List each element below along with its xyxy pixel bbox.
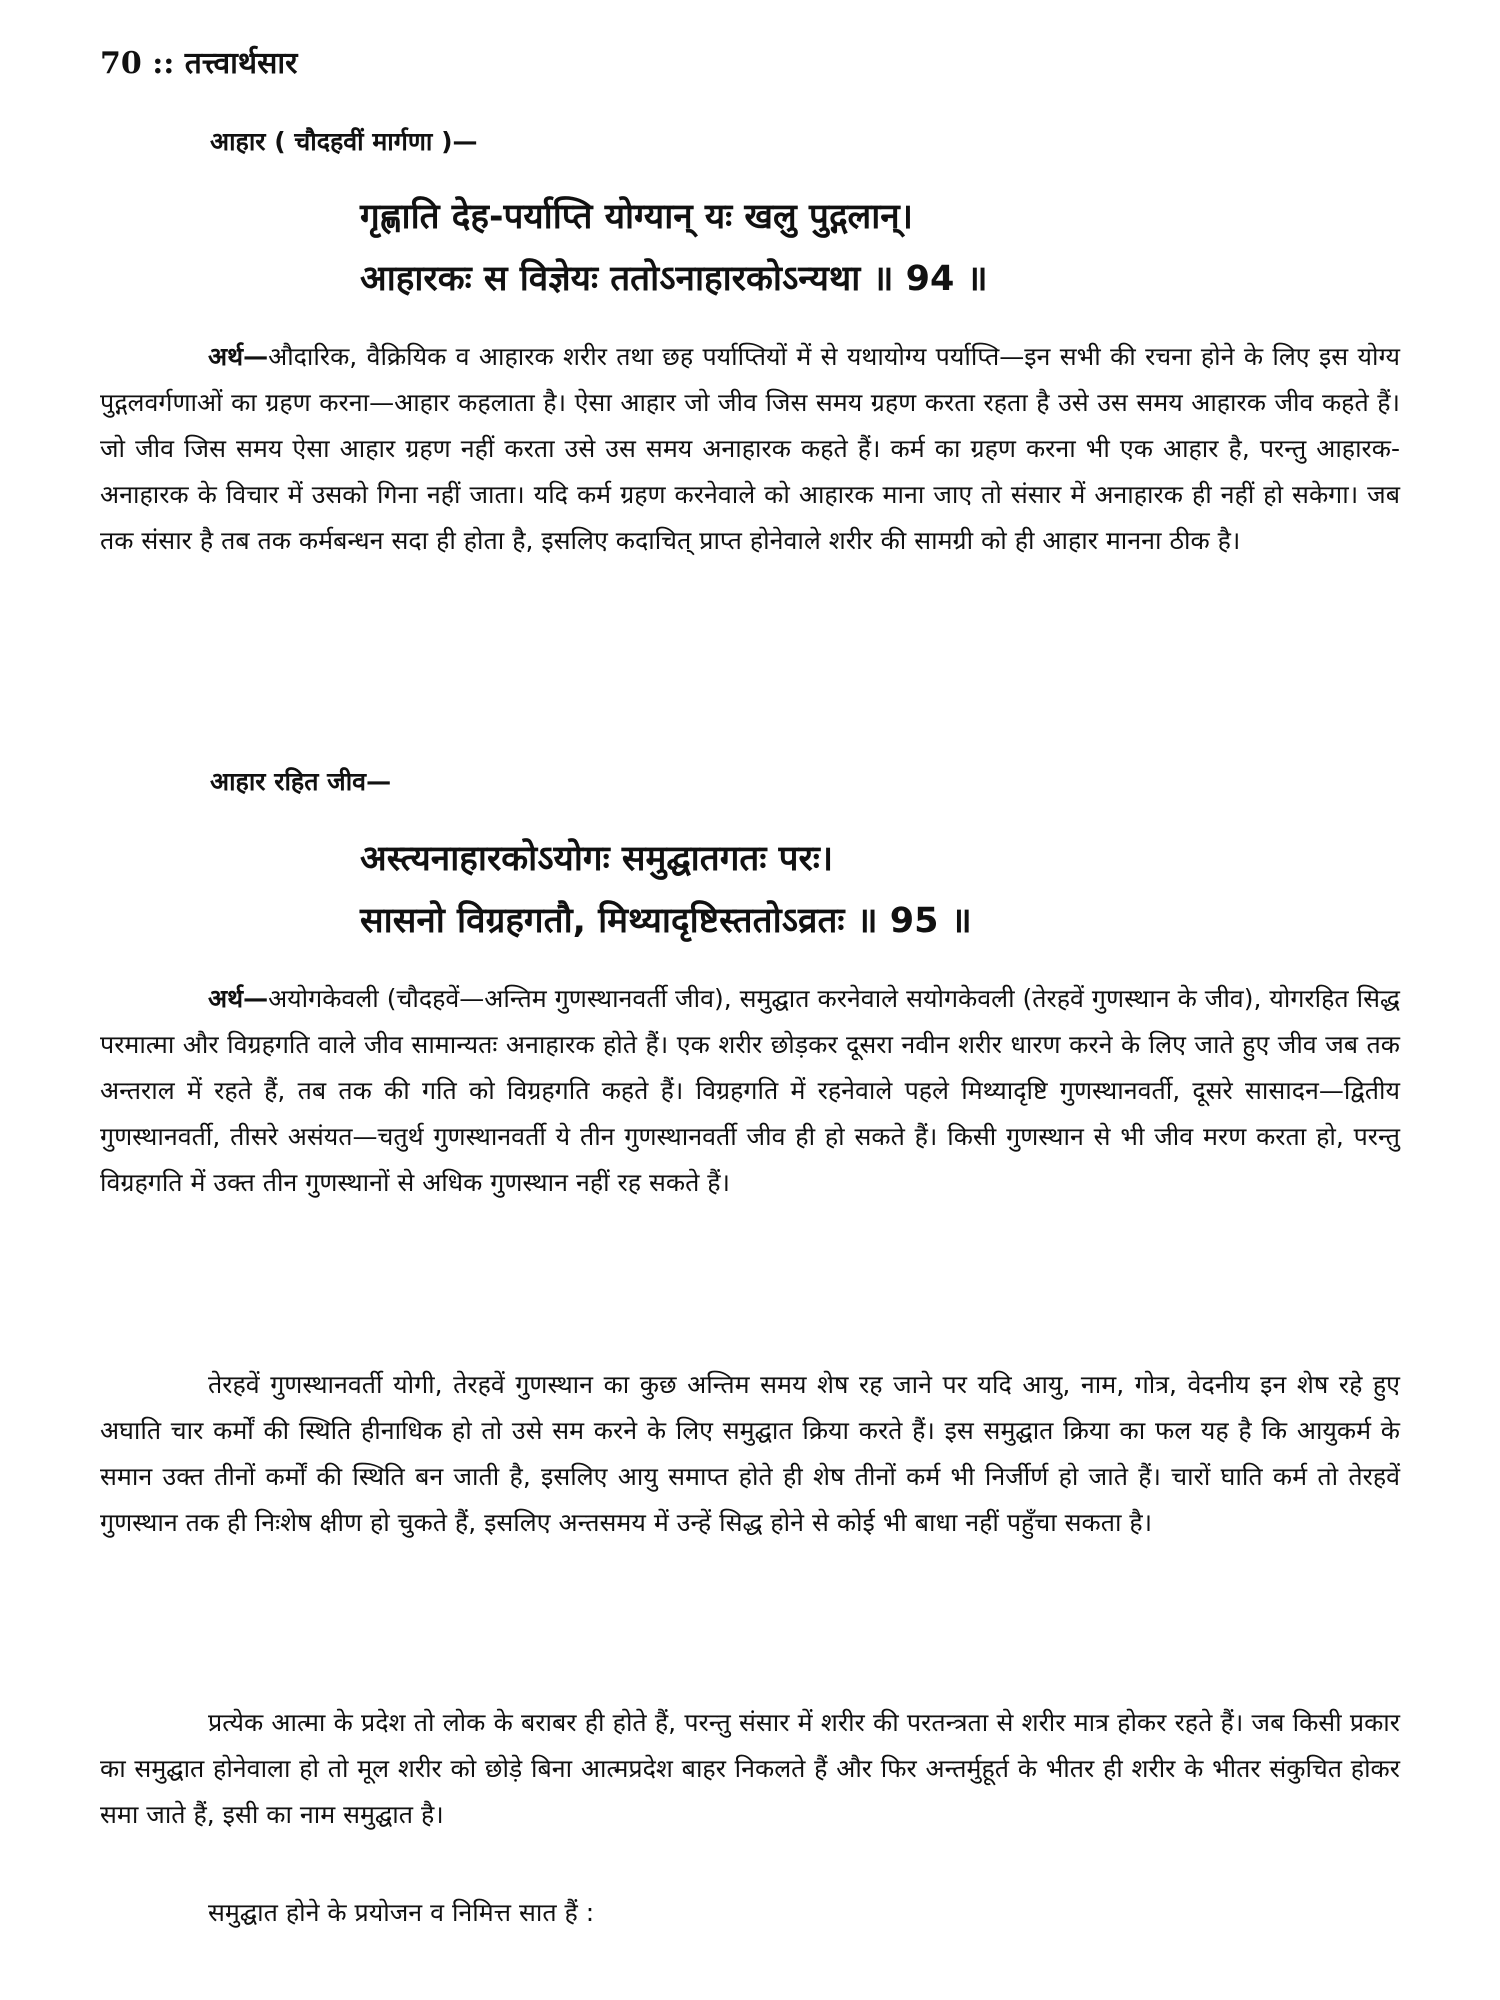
verse-94-line-1: गृह्णाति देह-पर्याप्ति योग्यान् यः खलु पुद्गलान्। bbox=[360, 197, 913, 237]
verse-94-line-2: आहारकः स विज्ञेयः ततोऽनाहारकोऽन्यथा ॥ 94 ॥ bbox=[360, 259, 988, 299]
verse-95-line-1: अस्त्यनाहारकोऽयोगः समुद्घातगतः परः। bbox=[360, 839, 834, 879]
paragraph-seven-causes: समुद्घात होने के प्रयोजन व निमित्त सात हैं : bbox=[208, 1898, 595, 1927]
meaning-label: अर्थ— bbox=[208, 984, 269, 1013]
meaning-text: औदारिक, वैक्रियिक व आहारक शरीर तथा छह पर्याप्तियों में से यथायोग्य पर्याप्ति—इन सभी की रचना होने के लिए इस योग्य पुद्गलवर्गणाओं का ग्रहण करना—आहार कहलाता है। ऐसा आहार जो जीव जिस समय ग्रहण करता रहता है उसे उस समय आहारक जीव कहते हैं। जो जीव जिस समय ऐसा आहार ग्रहण नहीं करता उसे उस समय अनाहारक कहते हैं। कर्म का ग्रहण करना भी एक आहार है, परन्तु आहारक-अनाहारक के विचार में उसको गिना नहीं जाता। यदि कर्म ग्रहण करनेवाले को आहारक माना जाए तो संसार में अनाहारक ही नहीं हो सकेगा। जब तक संसार है तब तक कर्मबन्धन सदा ही होता है, इसलिए कदाचित् प्राप्त होनेवाले शरीर की सामग्री को ही आहार मानना ठीक है। bbox=[100, 342, 1400, 555]
meaning-paragraph-94 bbox=[100, 334, 1400, 564]
section-heading-ahar: आहार ( चौदहवीं मार्गणा )— bbox=[210, 127, 478, 156]
running-head: 70 :: तत्त्वार्थसार bbox=[100, 46, 298, 81]
section-heading-ahar-rahit-jeev: आहार रहित जीव— bbox=[210, 767, 392, 796]
meaning-paragraph-95 bbox=[100, 976, 1400, 1206]
verse-95-line-2: सासनो विग्रहगतौ, मिथ्यादृष्टिस्ततोऽव्रतः ॥ 95 ॥ bbox=[360, 901, 972, 941]
meaning-label: अर्थ— bbox=[208, 342, 269, 371]
meaning-text: अयोगकेवली (चौदहवें—अन्तिम गुणस्थानवर्ती जीव), समुद्घात करनेवाले सयोगकेवली (तेरहवें गुणस्थान के जीव), योगरहित सिद्ध परमात्मा और विग्रहगति वाले जीव सामान्यतः अनाहारक होते हैं। एक शरीर छोड़कर दूसरा नवीन शरीर धारण करने के लिए जाते हुए जीव जब तक अन्तराल में रहते हैं, तब तक की गति को विग्रहगति कहते हैं। विग्रहगति में रहनेवाले पहले मिथ्यादृष्टि गुणस्थानवर्ती, दूसरे सासादन—द्वितीय गुणस्थानवर्ती, तीसरे असंयत—चतुर्थ गुणस्थानवर्ती ये तीन गुणस्थानवर्ती जीव ही हो सकते हैं। किसी गुणस्थान से भी जीव मरण करता हो, परन्तु विग्रहगति में उक्त तीन गुणस्थानों से अधिक गुणस्थान नहीं रह सकते हैं। bbox=[100, 984, 1400, 1197]
paragraph-samudghat-purpose: तेरहवें गुणस्थानवर्ती योगी, तेरहवें गुणस्थान का कुछ अन्तिम समय शेष रह जाने पर यदि आयु, नाम, गोत्र, वेदनीय इन शेष रहे हुए अघाति चार कर्मों की स्थिति हीनाधिक हो तो उसे सम करने के लिए समुद्घात क्रिया करते हैं। इस समुद्घात क्रिया का फल यह है कि आयुकर्म के समान उक्त तीनों कर्मों की स्थिति बन जाती है, इसलिए आयु समाप्त होते ही शेष तीनों कर्म भी निर्जीर्ण हो जाते हैं। चारों घाति कर्म तो तेरहवें गुणस्थान तक ही निःशेष क्षीण हो चुकते हैं, इसलिए अन्तसमय में उन्हें सिद्ध होने से कोई भी बाधा नहीं पहुँचा सकता है। bbox=[100, 1370, 1400, 1537]
paragraph-atma-pradesh: प्रत्येक आत्मा के प्रदेश तो लोक के बराबर ही होते हैं, परन्तु संसार में शरीर की परतन्त्रता से शरीर मात्र होकर रहते हैं। जब किसी प्रकार का समुद्घात होनेवाला हो तो मूल शरीर को छोड़े बिना आत्मप्रदेश बाहर निकलते हैं और फिर अन्तर्मुहूर्त के भीतर ही शरीर के भीतर संकुचित होकर समा जाते हैं, इसी का नाम समुद्घात है। bbox=[100, 1708, 1400, 1829]
